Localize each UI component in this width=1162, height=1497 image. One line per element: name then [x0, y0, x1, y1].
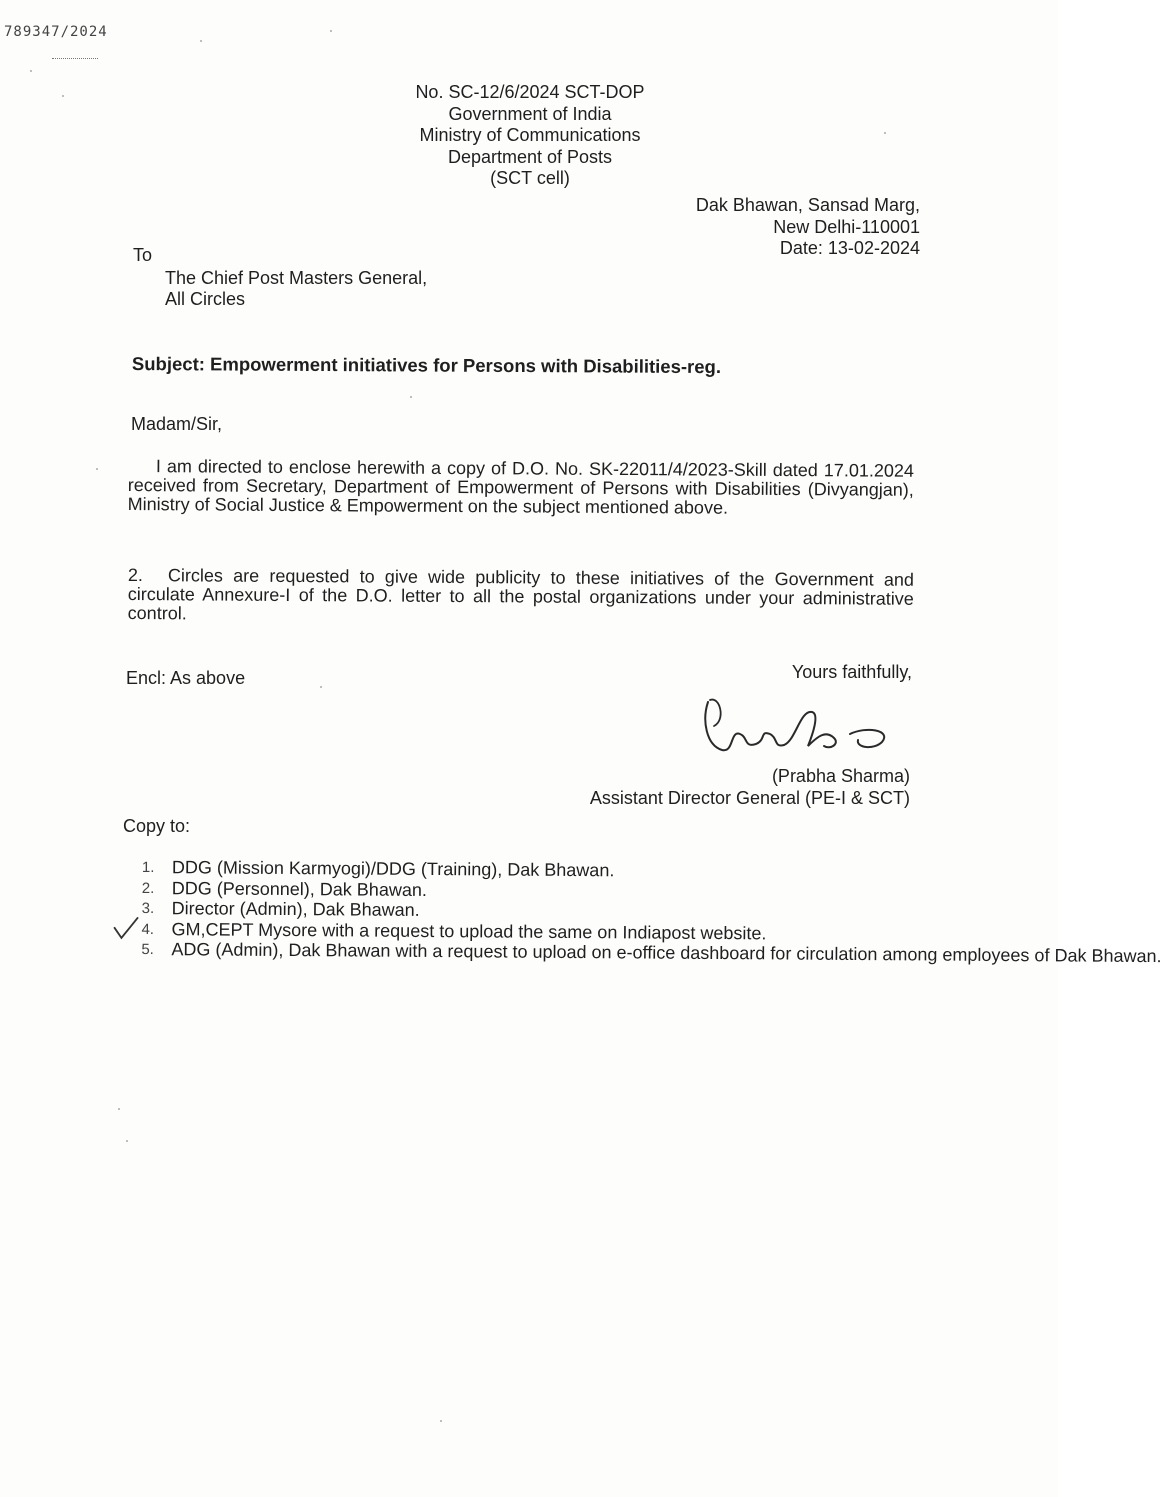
- list-item-text: DDG (Mission Karmyogi)/DDG (Training), Dak Bhawan.: [171, 857, 615, 881]
- scan-speck: [200, 40, 202, 42]
- header-ministry: Ministry of Communications: [419, 125, 641, 145]
- to-label: To: [133, 245, 153, 265]
- checkmark-icon: [111, 915, 139, 941]
- letter-header: [360, 82, 700, 190]
- signatory-name: (Prabha Sharma): [771, 766, 910, 786]
- diary-stamp-number: 789347/2024: [4, 24, 108, 40]
- list-item-text: GM,CEPT Mysore with a request to upload the same on Indiapost website.: [171, 918, 767, 943]
- salutation: Madam/Sir,: [131, 414, 223, 434]
- scan-speck: [118, 1108, 120, 1110]
- header-cell: (SCT cell): [490, 168, 570, 188]
- scan-speck: [410, 396, 412, 398]
- body-paragraph-2: [128, 566, 914, 628]
- address-line-1: Dak Bhawan, Sansad Marg,: [695, 195, 920, 215]
- copy-to-list: [141, 857, 1162, 967]
- list-item-number: 4.: [141, 920, 155, 938]
- scan-speck: [330, 30, 332, 32]
- list-item-text: Director (Admin), Dak Bhawan.: [171, 898, 420, 920]
- scan-speck: [320, 686, 322, 688]
- signatory-block: [590, 766, 910, 809]
- list-item-number: 3.: [141, 899, 155, 918]
- signatory-designation: Assistant Director General (PE-I & SCT): [589, 787, 910, 808]
- stamp-underline: [52, 58, 98, 59]
- handwritten-signature: [700, 690, 900, 770]
- scan-speck: [30, 70, 32, 72]
- enclosure-note: Encl: As above: [126, 668, 246, 688]
- header-department: Department of Posts: [447, 146, 613, 167]
- list-item-text: DDG (Personnel), Dak Bhawan.: [171, 877, 427, 900]
- scan-speck: [62, 95, 64, 97]
- recipient-line-1: The Chief Post Masters General,: [165, 268, 428, 288]
- closing-phrase: Yours faithfully,: [791, 662, 912, 682]
- body-paragraph-1: I am directed to enclose herewith a copy of D.O. No. SK-22011/4/2023-Skill dated 17.01.2024 received from Secretary, Department of Empowerment of Persons with Disabilities (Divyangjan), Ministry of Social Justice & Empowerment on the subject mentioned above.: [127, 456, 914, 518]
- letter-date: Date: 13-02-2024: [779, 238, 920, 258]
- scan-speck: [440, 1420, 442, 1422]
- scan-speck: [96, 468, 98, 470]
- list-item: [141, 939, 1162, 967]
- header-government: Government of India: [448, 103, 612, 124]
- paragraph-2-text: Circles are requested to give wide publicity to these initiatives of the Government and circulate Annexure-I of the D.O. letter to all the postal organizations under your administrative control.: [127, 565, 914, 624]
- paragraph-number: 2.: [127, 565, 144, 586]
- subject-line: Subject: Empowerment initiatives for Persons with Disabilities-reg.: [131, 353, 722, 378]
- recipient-line-2: All Circles: [165, 289, 246, 309]
- address-line-2: New Delhi-110001: [773, 216, 920, 237]
- list-item-number: 5.: [141, 940, 154, 959]
- scan-speck: [884, 132, 886, 134]
- list-item-number: 1.: [141, 859, 155, 877]
- scan-speck: [126, 1140, 128, 1142]
- sender-address: [696, 195, 920, 260]
- copy-to-label: Copy to:: [123, 816, 191, 836]
- list-item-text: ADG (Admin), Dak Bhawan with a request to upload on e-office dashboard for circulation among employees of Dak Bhawan.: [171, 939, 1162, 967]
- list-item-number: 2.: [141, 879, 155, 897]
- reference-number: No. SC-12/6/2024 SCT-DOP: [415, 82, 645, 102]
- recipient-block: [165, 268, 427, 310]
